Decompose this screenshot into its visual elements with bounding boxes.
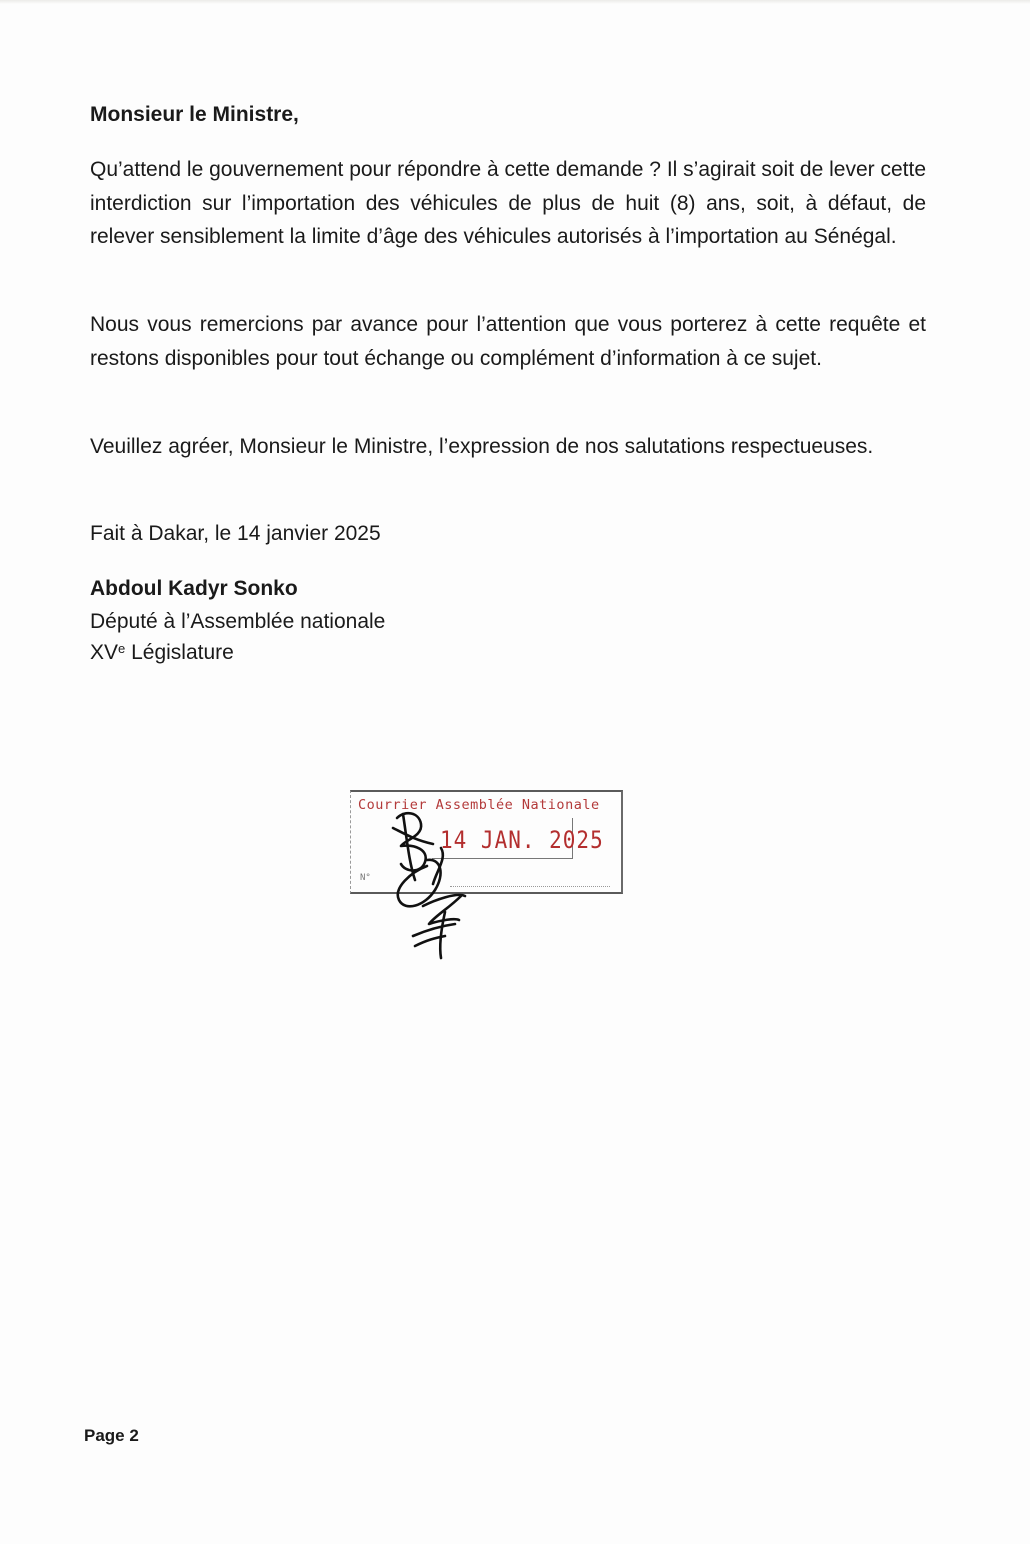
paragraph-thanks — [90, 308, 926, 375]
signer-legislature — [90, 636, 926, 670]
signer-role: Député à l’Assemblée nationale — [90, 610, 386, 633]
page-top-edge — [0, 0, 1030, 4]
stamp-number-label: N° — [360, 873, 371, 883]
paragraph-request — [90, 153, 926, 254]
legislature-suffix: e — [118, 641, 126, 656]
salutation: Monsieur le Ministre, — [90, 103, 299, 126]
page-number: Page 2 — [84, 1426, 139, 1445]
paragraph-text: Nous vous remercions par avance pour l’attention que vous porterez à cette requête et restons disponibles pour tout échange ou complément d’information à ce sujet. — [90, 313, 926, 370]
signer-name: Abdoul Kadyr Sonko — [90, 577, 298, 600]
paragraph-text: Qu’attend le gouvernement pour répondre à cette demande ? Il s’agirait soit de lever cette interdiction sur l’importation des véhicules de plus de huit (8) ans, soit, à défaut, de relever sensiblement la limite d’âge des véhicules autorisés à l’importation au Sénégal. — [90, 158, 926, 248]
legislature-numeral: XV — [90, 641, 119, 664]
paragraph-text: Veuillez agréer, Monsieur le Ministre, l’expression de nos salutations respectueuses. — [90, 435, 874, 458]
handwritten-signature — [375, 800, 495, 965]
stamp-header: Courrier Assemblée Nationale — [358, 797, 600, 813]
place-date: Fait à Dakar, le 14 janvier 2025 — [90, 522, 381, 545]
legislature-word: Législature — [125, 641, 234, 664]
stamp-date: 14 JAN. 2025 — [440, 826, 604, 854]
paragraph-closing — [90, 430, 926, 464]
